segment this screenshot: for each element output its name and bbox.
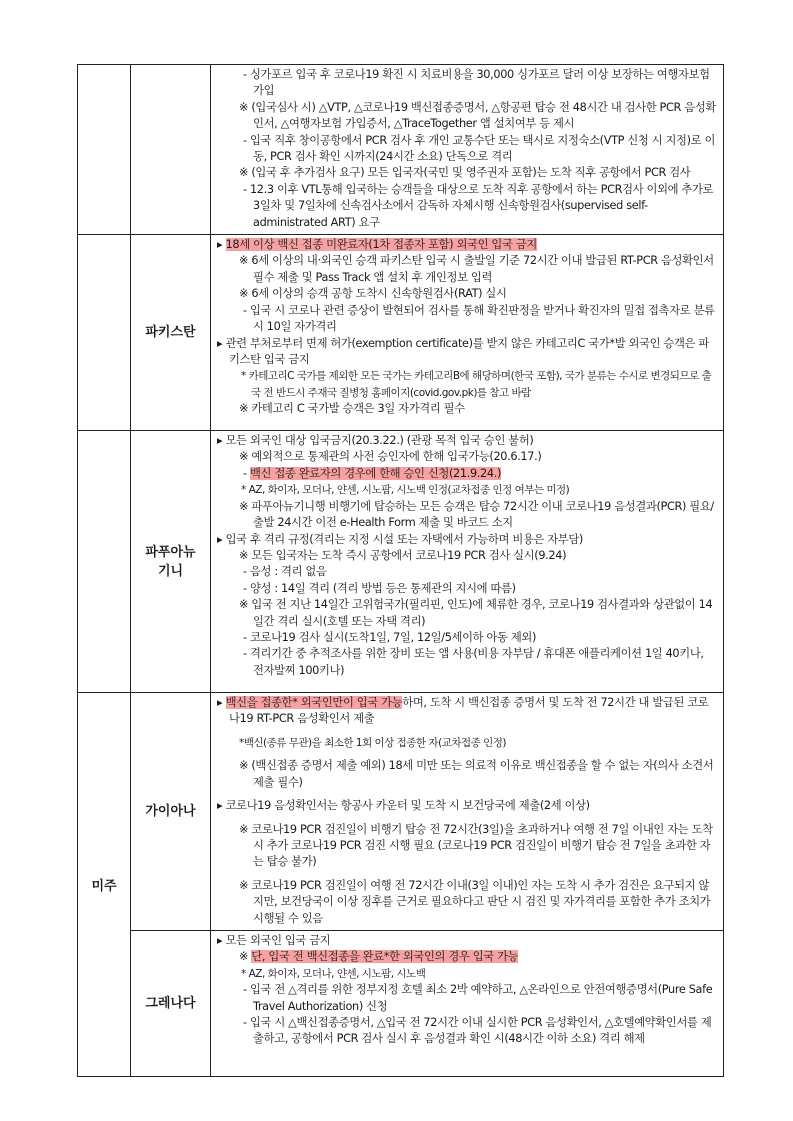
- png-line-2: ※ 예외적으로 통제관의 사전 승인자에 한해 입국가능(20.6.17.): [239, 450, 542, 464]
- country-grenada: 그레나다: [131, 930, 211, 1076]
- region-cell-empty: [78, 235, 131, 431]
- singapore-content-cell: [211, 65, 724, 235]
- bullet-marker: ▸: [217, 336, 223, 350]
- table-row: [78, 431, 724, 693]
- png-line-9: - 양성 : 14일 격리 (격리 방법 등은 통제관의 지시에 따름): [243, 581, 516, 595]
- table-row: [78, 693, 724, 931]
- region-cell-empty: [78, 65, 131, 235]
- entry-restrictions-table: [77, 64, 724, 1077]
- png-content-cell: [211, 431, 724, 693]
- png-line-3: [217, 466, 717, 482]
- guyana-content-cell: [211, 693, 724, 931]
- country-guyana: 가이아나: [131, 693, 211, 931]
- guyana-line-5: ※ 코로나19 PCR 검진일이 비행기 탑승 전 72시간(3일)을 초과하거나 여행 전 7일 이내인 자는 도착 시 추가 코로나19 PCR 검진 시행 필요 (코로나19 PCR 검진일이 비행기 탑승 전 7일을 초과한 자는 탑승 불가): [239, 822, 713, 869]
- grenada-line-2: [217, 949, 717, 965]
- bullet-marker: ▸: [217, 933, 223, 947]
- grenada-line-5: - 입국 시 △백신접종증명서, △입국 전 72시간 이내 실시한 PCR 음성확인서, △호텔예약확인서를 제출하고, 공항에서 PCR 검사 실시 후 음성결과 확인 시(48시간 이하 소요) 격리 해제: [243, 1015, 712, 1046]
- png-line-12: - 격리기간 중 추적조사를 위한 장비 또는 앱 사용(비용 자부담 / 휴대폰 애플리케이션 1일 40키나, 전자발찌 100키나): [243, 647, 704, 677]
- png-line-7: ※ 모든 입국자는 도착 즉시 공항에서 코로나19 PCR 검사 실시(9.24): [239, 548, 567, 562]
- png-highlight: 백신 접종 완료자의 경우에 한해 승인 신청(21.9.24.): [249, 466, 502, 480]
- guyana-line-2: *백신(종류 무관)을 최소한 1회 이상 접종한 자(교차접종 인정): [239, 736, 506, 749]
- region-americas: 미주: [78, 693, 131, 1077]
- guyana-line-4: [217, 798, 717, 814]
- pakistan-highlight: 18세 이상 백신 접종 미완료자(1차 접종자 포함) 외국인 입국 금지: [225, 238, 537, 252]
- singapore-line-1: - 싱가포르 입국 후 코로나19 확진 시 치료비용을 30,000 싱가포르 달러 이상 보장하는 여행자보험 가입: [243, 68, 710, 98]
- guyana-highlight: 백신을 접종한* 외국인만이 입국 가능: [225, 696, 403, 710]
- table-row: [78, 65, 724, 235]
- bullet-marker: ▸: [217, 532, 223, 546]
- country-pakistan: 파키스탄: [131, 235, 211, 431]
- country-name-line-2: 기니: [157, 563, 184, 579]
- png-line-10: ※ 입국 전 지난 14일간 고위험국가(필리핀, 인도)에 체류한 경우, 코로나19 검사결과와 상관없이 14일간 격리 실시(호텔 또는 자택 격리): [239, 598, 713, 628]
- region-cell-empty: [78, 431, 131, 693]
- guyana-line-1-rest: 하며, 도착 시 백신접종 증명서 및 도착 전 72시간 내 발급된 코로나19 RT-PCR 음성확인서 제출: [229, 696, 709, 726]
- pakistan-content-cell: [211, 235, 724, 431]
- pakistan-line-2: ※ 6세 이상의 내·외국인 승객 파키스탄 입국 시 출발일 기준 72시간 이내 발급된 RT-PCR 음성확인서 필수 제출 및 Pass Track 앱 설치 후 개인정보 입력: [239, 254, 714, 284]
- grenada-content-cell: [211, 930, 724, 1076]
- pakistan-line-5: [217, 336, 717, 369]
- png-line-8: - 음성 : 격리 없음: [243, 565, 327, 579]
- singapore-line-2: ※ (입국심사 시) △VTP, △코로나19 백신접종증명서, △항공편 탑승 전 48시간 내 검사한 PCR 음성확인서, △여행자보험 가입증서, △TraceTogether 앱 설치여부 등 제시: [239, 100, 716, 131]
- pakistan-line-7: ※ 카테고리 C 국가발 승객은 3일 자가격리 필수: [239, 402, 465, 416]
- note-marker: ※: [239, 950, 252, 964]
- bullet-marker: ▸: [217, 799, 223, 813]
- country-name-line-1: 파푸아뉴: [145, 544, 196, 560]
- grenada-highlight: 단, 입국 전 백신접종을 완료*한 외국인의 경우 입국 가능: [251, 950, 519, 964]
- pakistan-line-6: * 카테고리C 국가를 제외한 모든 국가는 카테고리B에 해당하며(한국 포함), 국가 분류는 수시로 변경되므로 출국 전 반드시 주재국 질병청 홈페이지(covid.gov.pk)를 참고 바람: [241, 370, 712, 399]
- pakistan-line-5-text: 관련 부처로부터 면제 허가(exemption certificate)를 받지 않은 카테고리C 국가*발 외국인 승객은 파키스탄 입국 금지: [225, 336, 709, 366]
- bullet-marker: ▸: [217, 238, 223, 252]
- singapore-line-5: - 12.3 이후 VTL통해 입국하는 승객들을 대상으로 도착 직후 공항에서 하는 PCR검사 이외에 추가로 3일차 및 7일차에 신속검사소에서 감독하 자체시행 신속항원검사(supervised self-administrated ART) 요구: [243, 182, 714, 229]
- png-line-1: [217, 433, 717, 449]
- table-row: [78, 235, 724, 431]
- guyana-line-1: [217, 695, 717, 728]
- singapore-line-3: - 입국 직후 창이공항에서 PCR 검사 후 개인 교통수단 또는 택시로 지정숙소(VTP 신청 시 지정)로 이동, PCR 검사 확인 시까지(24시간 소요) 단독으로 격리: [243, 133, 716, 164]
- table-row: [78, 930, 724, 1076]
- singapore-line-4: ※ (입국 후 추가검사 요구) 모든 입국자(국민 및 영주권자 포함)는 도착 직후 공항에서 PCR 검사: [239, 166, 691, 180]
- country-cell-empty: [131, 65, 211, 235]
- grenada-line-4: - 입국 전 △격리를 위한 정부지정 호텔 최소 2박 예약하고, △온라인으로 안전여행증명서(Pure Safe Travel Authorization) 신청: [243, 983, 713, 1013]
- grenada-line-1: [217, 933, 717, 949]
- bullet-marker: ▸: [217, 434, 223, 448]
- grenada-line-3: * AZ, 화이자, 모더나, 얀센, 시노팜, 시노백: [241, 967, 426, 980]
- guyana-line-6: ※ 코로나19 PCR 검진일이 여행 전 72시간 이내(3일 이내)인 자는 도착 시 추가 검진은 요구되지 않지만, 보건당국이 이상 징후를 근거로 필요하다고 판단 시 검진 및 자가격리를 포함한 추가 조치가 시행될 수 있음: [239, 878, 711, 925]
- dash-marker: -: [243, 466, 250, 480]
- guyana-line-3: ※ (백신접종 증명서 제출 예외) 18세 미만 또는 의료적 이유로 백신접종을 할 수 없는 자(의사 소견서 제출 필수): [239, 759, 714, 789]
- png-line-6: [217, 532, 717, 548]
- png-line-5: ※ 파푸아뉴기니행 비행기에 탑승하는 모든 승객은 탑승 72시간 이내 코로나19 음성결과(PCR) 필요/ 출발 24시간 이전 e-Health Form 제출 및 바코드 소지: [239, 499, 714, 530]
- png-line-1-text: 모든 외국인 대상 입국금지(20.3.22.) (관광 목적 입국 승인 불허): [225, 434, 534, 448]
- grenada-line-1-text: 모든 외국인 입국 금지: [225, 933, 331, 947]
- png-line-4: * AZ, 화이자, 모더나, 얀센, 시노팜, 시노백 인정(교차접종 인정 여부는 미정): [241, 484, 570, 497]
- guyana-line-4-text: 코로나19 음성확인서는 항공사 카운터 및 도착 시 보건당국에 제출(2세 이상): [225, 799, 590, 813]
- pakistan-line-1: [217, 237, 717, 253]
- pakistan-line-4: - 입국 시 코로나 관련 증상이 발현되어 검사를 통해 확진판정을 받거나 확진자의 밀접 접촉자로 분류 시 10일 자가격리: [243, 303, 715, 334]
- bullet-marker: ▸: [217, 696, 223, 710]
- country-papua-new-guinea: [131, 431, 211, 693]
- png-line-11: - 코로나19 검사 실시(도착1일, 7일, 12일/5세이하 아동 제외): [243, 630, 537, 644]
- png-line-6-text: 입국 후 격리 규정(격리는 지정 시설 또는 자택에서 가능하며 비용은 자부담): [225, 532, 583, 546]
- pakistan-line-3: ※ 6세 이상의 승객 공항 도착시 신속항원검사(RAT) 실시: [239, 287, 507, 301]
